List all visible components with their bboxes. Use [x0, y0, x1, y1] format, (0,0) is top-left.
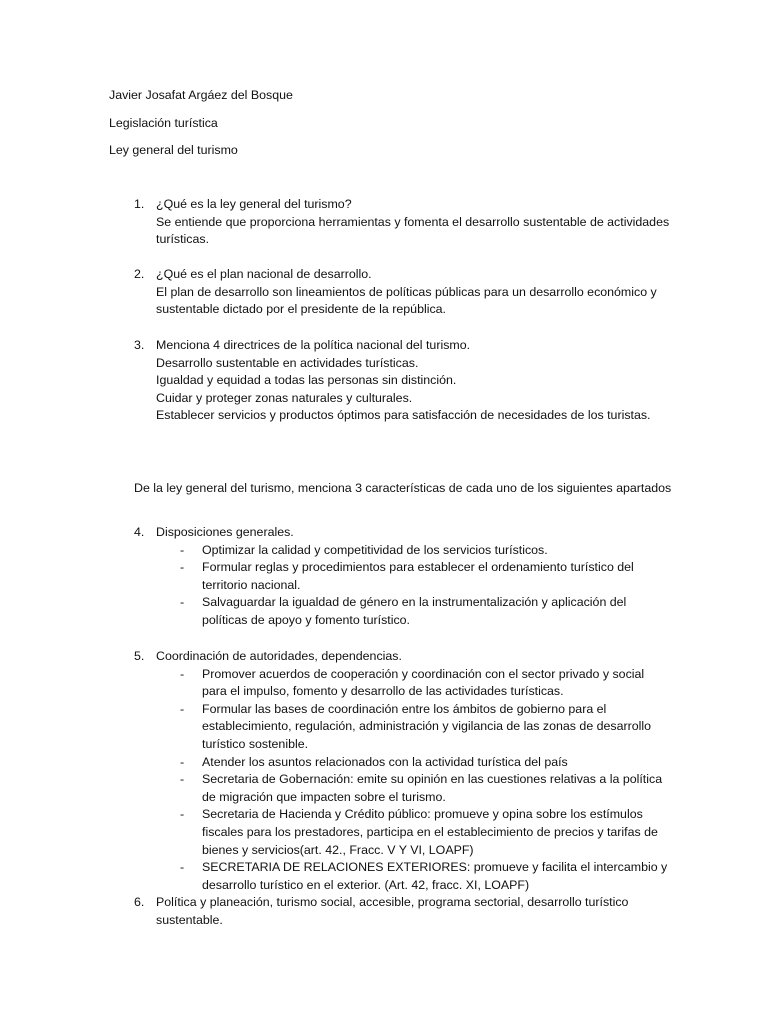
- list-item: [180, 771, 674, 806]
- question-number: 4.: [134, 525, 145, 539]
- bullet-dash: -: [180, 542, 185, 557]
- question-number: 1.: [134, 197, 145, 211]
- question-2: [134, 266, 674, 319]
- bullet-text: SECRETARIA DE RELACIONES EXTERIORES: promueve y facilita el intercambio y desarrollo turístico en el exterior. (Art. 42, fracc. XI, LOAPF): [202, 860, 668, 892]
- question-title: ¿Qué es el plan nacional de desarrollo.: [156, 267, 372, 281]
- list-item: [180, 754, 674, 772]
- bullet-text: Secretaria de Hacienda y Crédito público: promueve y opina sobre los estímulos fiscales para los prestadores, participa en el establecimiento de precios y tarifas de bienes y servicios(art. 42., Fracc. V Y VI, LOAPF): [202, 807, 658, 857]
- question-4: [134, 524, 674, 630]
- answer-line: El plan de desarrollo son lineamientos de políticas públicas para un desarrollo económico y sustentable dictado por el presidente de la república.: [156, 284, 657, 317]
- bullet-dash: -: [180, 560, 185, 575]
- question-title: Coordinación de autoridades, dependencias.: [156, 649, 402, 663]
- answer-line: Desarrollo sustentable en actividades turísticas.: [156, 355, 419, 370]
- bullet-text: Secretaria de Gobernación: emite su opinión en las cuestiones relativas a la política de migración que impacten sobre el turismo.: [202, 772, 663, 804]
- bullet-dash: -: [180, 772, 185, 787]
- bullet-text: Formular reglas y procedimientos para establecer el ordenamiento turístico del territorio nacional.: [202, 560, 634, 592]
- answer-line: Cuidar y proteger zonas naturales y culturales.: [156, 390, 413, 405]
- topic-title: Ley general del turismo: [109, 143, 238, 157]
- question-title: ¿Qué es la ley general del turismo?: [156, 197, 352, 211]
- bullet-text: Formular las bases de coordinación entre los ámbitos de gobierno para el establecimiento, regulación, administración y vigilancia de las zonas de desarrollo turístico sostenible.: [202, 701, 652, 751]
- question-number: 3.: [134, 338, 145, 352]
- author-name: Javier Josafat Argáez del Bosque: [109, 88, 293, 102]
- subject-title: Legislación turística: [109, 116, 218, 130]
- question-6: [134, 894, 674, 929]
- list-item: [180, 542, 674, 560]
- question-number: 5.: [134, 649, 145, 663]
- question-1: [134, 196, 674, 249]
- bullet-dash: -: [180, 595, 185, 610]
- bullet-dash: -: [180, 666, 185, 681]
- list-item: [180, 701, 674, 754]
- question-3: [134, 337, 674, 425]
- answer-line: Establecer servicios y productos óptimos para satisfacción de necesidades de los turistas.: [156, 408, 651, 423]
- question-number: 6.: [134, 895, 145, 909]
- bullet-dash: -: [180, 701, 185, 716]
- list-item: [180, 559, 674, 594]
- bullet-text: Promover acuerdos de cooperación y coordinación con el sector privado y social para el impulso, fomento y desarrollo de las actividades turísticas.: [202, 666, 645, 699]
- bullet-text: Atender los asuntos relacionados con la actividad turística del país: [202, 754, 568, 769]
- list-item: [180, 594, 674, 629]
- bullet-text: Optimizar la calidad y competitividad de los servicios turísticos.: [202, 542, 548, 557]
- bullet-text: Salvaguardar la igualdad de género en la instrumentalización y aplicación del políticas de apoyo y fomento turístico.: [202, 595, 627, 627]
- list-item: [180, 806, 674, 859]
- answer-line: Se entiende que proporciona herramientas y fomenta el desarrollo sustentable de actividades turísticas.: [156, 214, 670, 247]
- list-item: [180, 859, 674, 894]
- answer-line: Igualdad y equidad a todas las personas sin distinción.: [156, 373, 457, 388]
- question-title: Política y planeación, turismo social, accesible, programa sectorial, desarrollo turístico sustentable.: [156, 895, 629, 927]
- question-number: 2.: [134, 267, 145, 281]
- list-item: [180, 666, 674, 701]
- section-intro: De la ley general del turismo, menciona 3 características de cada uno de los siguientes apartados: [134, 481, 672, 495]
- question-title: Menciona 4 directrices de la política nacional del turismo.: [156, 338, 471, 352]
- bullet-dash: -: [180, 754, 185, 769]
- question-title: Disposiciones generales.: [156, 525, 294, 539]
- question-5: [134, 648, 674, 894]
- bullet-dash: -: [180, 860, 185, 875]
- bullet-dash: -: [180, 807, 185, 822]
